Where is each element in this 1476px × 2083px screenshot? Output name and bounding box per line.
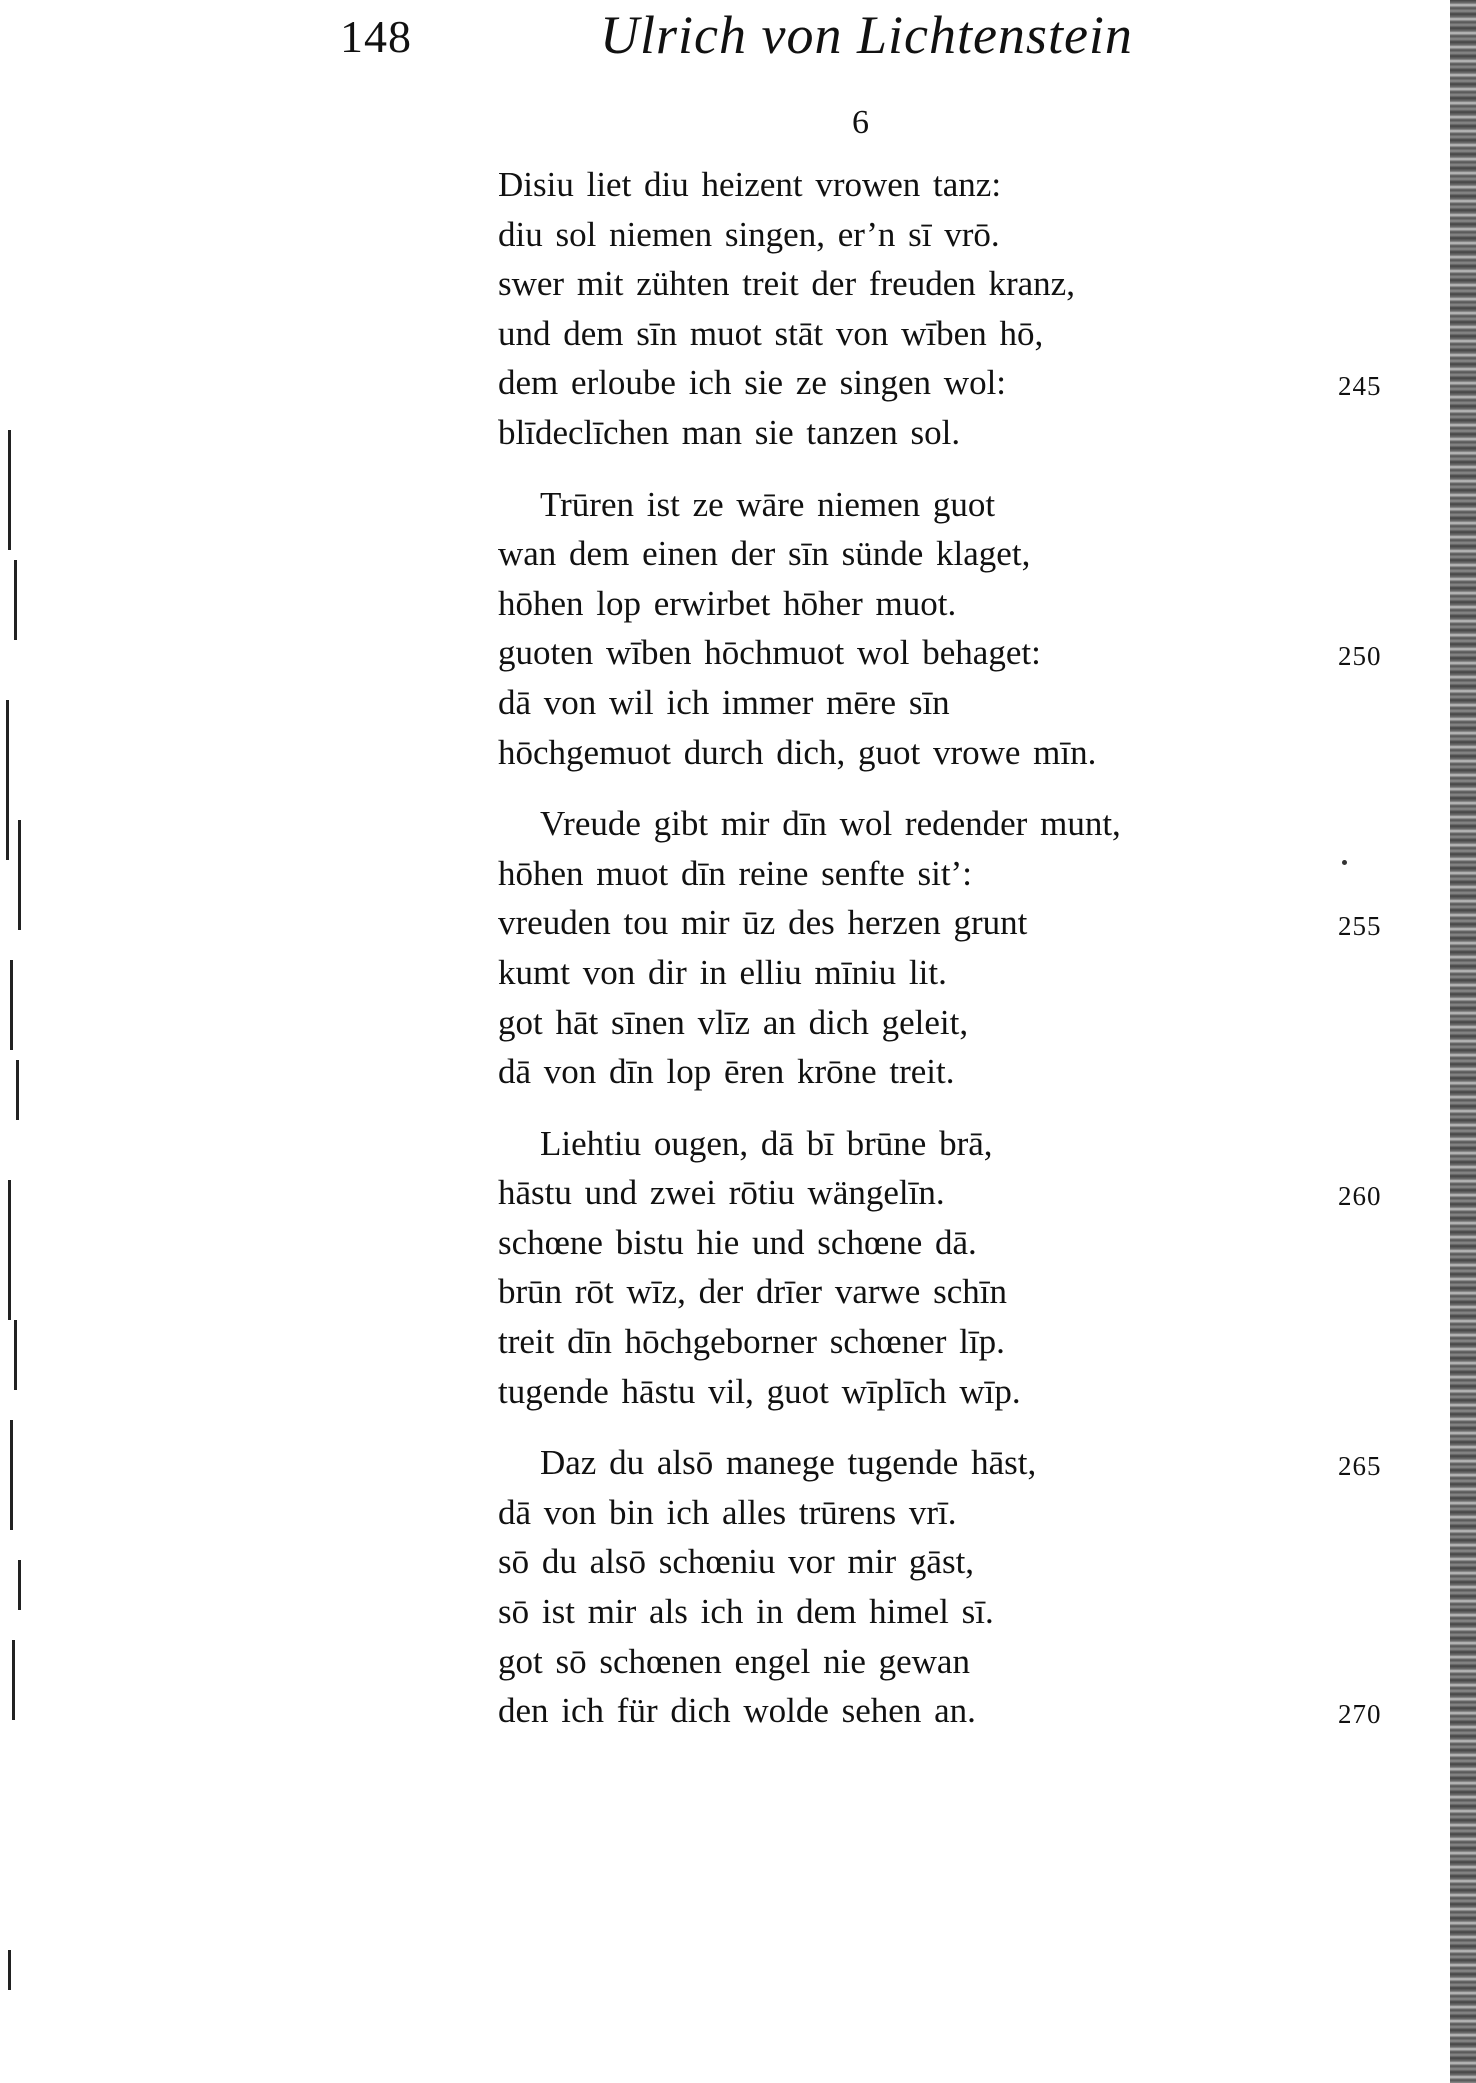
scan-mark [8,430,11,550]
verse-text: got hāt sīnen vlīz an dich geleit, [498,1002,969,1042]
verse-text: sō ist mir als ich in dem himel sī. [498,1592,994,1632]
scan-mark [10,960,13,1050]
verse-line [498,1637,1378,1687]
stanza [498,480,1382,778]
verse-line [498,579,1378,629]
verse-line [498,628,1382,678]
verse-text: brūn rōt wīz, der drīer varwe schīn [498,1272,1007,1312]
verse-text: hāstu und zwei rōtiu wängelīn. [498,1173,945,1213]
verse-text: hōchgemuot durch dich, guot vrowe mīn. [498,732,1097,772]
verse-text: tugende hāstu vil, guot wīplīch wīp. [498,1371,1021,1411]
verse-line [498,1317,1378,1367]
verse-line [498,898,1382,948]
verse-text: treit dīn hōchgeborner schœner līp. [498,1322,1005,1362]
running-title: Ulrich von Lichtenstein [600,5,1133,65]
line-number: 270 [1338,1699,1382,1730]
verse-text: sō du alsō schœniu vor mir gāst, [498,1542,975,1582]
verse-line [498,1686,1382,1736]
stanza [498,160,1382,458]
scan-mark [14,560,17,640]
verse-line [498,259,1378,309]
verse-text: Disiu liet diu heizent vrowen tanz: [498,165,1002,204]
scan-mark [10,1420,13,1530]
verse-text: den ich für dich wolde sehen an. [498,1691,976,1731]
scan-mark [14,1320,17,1390]
scan-mark [18,1560,21,1610]
scan-mark [12,1640,15,1720]
verse-line [498,1587,1378,1637]
verse-text: diu sol niemen singen, er’n sī vrō. [498,214,1000,254]
verse-text: Vreude gibt mir dīn wol redender munt, [540,804,1121,844]
scan-mark [8,1180,11,1320]
verse-text: dā von wil ich immer mēre sīn [498,682,950,722]
stanza [498,1438,1382,1736]
verse-text: Trūren ist ze wāre niemen guot [540,484,996,524]
verse-line [498,1218,1378,1268]
scan-gutter-marks [0,0,40,2083]
verse-line [498,480,1378,530]
verse-text: dā von dīn lop ēren krōne treit. [498,1052,955,1092]
running-head [0,4,1476,74]
line-number: 250 [1338,641,1382,672]
line-number: 260 [1338,1181,1382,1212]
verse-line [498,728,1378,778]
verse-line [498,408,1378,458]
verse-line [498,210,1378,260]
verse-line [498,309,1378,359]
scan-binding-edge [1450,0,1476,2083]
line-number: 255 [1338,911,1382,942]
verse-line [498,1488,1378,1538]
verse-text: got sō schœnen engel nie gewan [498,1641,970,1681]
verse-line [498,1047,1378,1097]
verse-line [498,1438,1382,1488]
line-number: 265 [1338,1451,1382,1482]
verse-line [498,849,1378,899]
verse-line [498,358,1382,408]
verse-line [498,529,1378,579]
verse-text: guoten wīben hōchmuot wol behaget: [498,633,1041,673]
verse-line [498,998,1378,1048]
verse-text: Daz du alsō manege tugende hāst, [540,1443,1037,1483]
verse-line [498,1537,1378,1587]
verse-text: kumt von dir in elliu mīniu lit. [498,952,947,992]
verse-text: blīdeclīchen man sie tanzen sol. [498,412,961,452]
stanza [498,799,1382,1097]
verse-text: dem erloube ich sie ze singen wol: [498,363,1007,403]
page-number: 148 [340,11,412,62]
verse-text: dā von bin ich alles trūrens vrī. [498,1492,957,1532]
verse-line [498,1168,1382,1218]
verse-text: wan dem einen der sīn sünde klaget, [498,534,1031,574]
stanza [498,1119,1382,1417]
verse-text: swer mit zühten treit der freuden kranz, [498,264,1075,304]
verse-text: und dem sīn muot stāt von wīben hō, [498,313,1044,353]
verse-line [498,1119,1378,1169]
line-number: 245 [1338,371,1382,402]
verse-text: vreuden tou mir ūz des herzen grunt [498,903,1028,943]
scan-mark [8,1950,11,1990]
verse-text: schœne bistu hie und schœne dā. [498,1222,977,1262]
verse-text: hōhen muot dīn reine senfte sit’: [498,853,972,893]
verse-text: hōhen lop erwirbet hōher muot. [498,583,957,623]
scan-mark [18,820,21,930]
verse-line [498,160,1378,210]
scan-speck [1342,860,1347,865]
section-number: 6 [852,104,869,141]
scan-mark [16,1060,19,1120]
verse-line [498,1367,1378,1417]
verse-line [498,948,1378,998]
verse-line [498,799,1378,849]
verse-text: Liehtiu ougen, dā bī brūne brā, [540,1123,993,1163]
poem-body [498,160,1382,1758]
verse-line [498,1267,1378,1317]
verse-line [498,678,1378,728]
scan-mark [6,700,9,860]
